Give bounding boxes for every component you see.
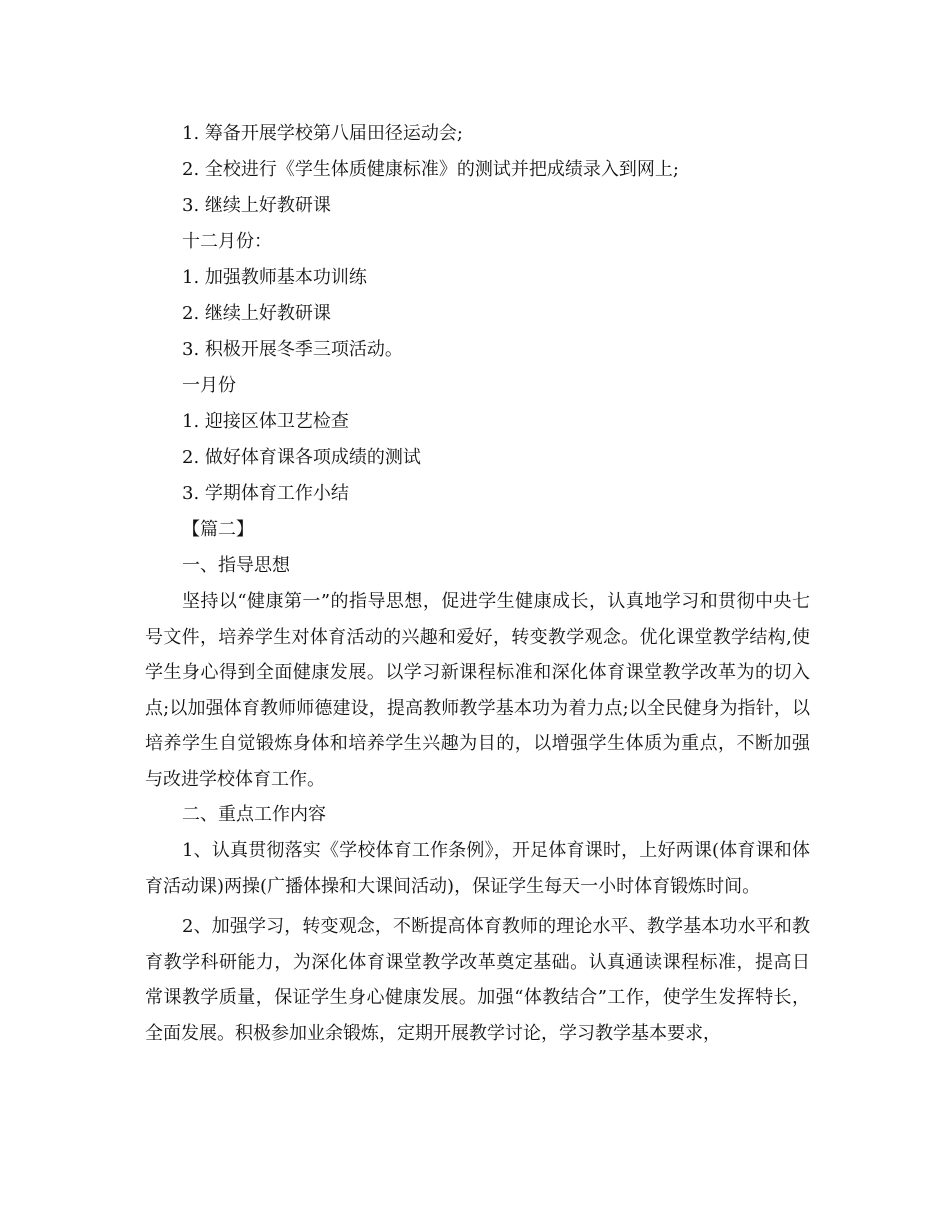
list-item: 2. 做好体育课各项成绩的测试 [182, 447, 421, 468]
document-body [145, 116, 810, 1051]
list-item: 1. 加强教师基本功训练 [182, 267, 367, 288]
month-heading-december: 十二月份： [182, 231, 272, 252]
section-heading-guiding-ideology: 一、指导思想 [182, 555, 290, 576]
list-item: 3. 积极开展冬季三项活动。 [182, 339, 403, 360]
month-heading-january: 一月份 [182, 375, 236, 396]
list-item: 2. 继续上好教研课 [182, 303, 331, 324]
list-item: 1. 迎接区体卫艺检查 [182, 411, 349, 432]
paragraph-work-item-2: 2、加强学习，转变观念，不断提高体育教师的理论水平、教学基本功水平和教育教学科研能力，为深化体育课堂教学改革奠定基础。认真通读课程标准，提高日常课教学质量，保证学生身心健康发展。加强“体教结合”工作，使学生发挥特长，全面发展。积极参加业余锻炼，定期开展教学讨论，学习教学基本要求， [145, 916, 810, 1044]
list-item: 3. 继续上好教研课 [182, 195, 331, 216]
list-item: 1. 筹备开展学校第八届田径运动会; [182, 123, 463, 144]
paragraph-work-item-1: 1、认真贯彻落实《学校体育工作条例》，开足体育课时，上好两课(体育课和体育活动课)两操(广播体操和大课间活动)，保证学生每天一小时体育锻炼时间。 [145, 840, 810, 897]
paragraph-guiding-ideology: 坚持以“健康第一”的指导思想，促进学生健康成长，认真地学习和贯彻中央七号文件，培养学生对体育活动的兴趣和爱好，转变教学观念。优化课堂教学结构,使学生身心得到全面健康发展。以学习新课程标准和深化体育课堂教学改革为的切入点;以加强体育教师师德建设，提高教师教学基本功为着力点;以全民健身为指针，以培养学生自觉锻炼身体和培养学生兴趣为目的，以增强学生体质为重点，不断加强与改进学校体育工作。 [145, 591, 811, 790]
list-item: 2. 全校进行《学生体质健康标准》的测试并把成绩录入到网上; [182, 159, 679, 180]
list-item: 3. 学期体育工作小结 [182, 483, 349, 504]
section-heading-part-two: 【篇二】 [182, 519, 254, 540]
section-heading-key-work: 二、重点工作内容 [182, 804, 326, 825]
